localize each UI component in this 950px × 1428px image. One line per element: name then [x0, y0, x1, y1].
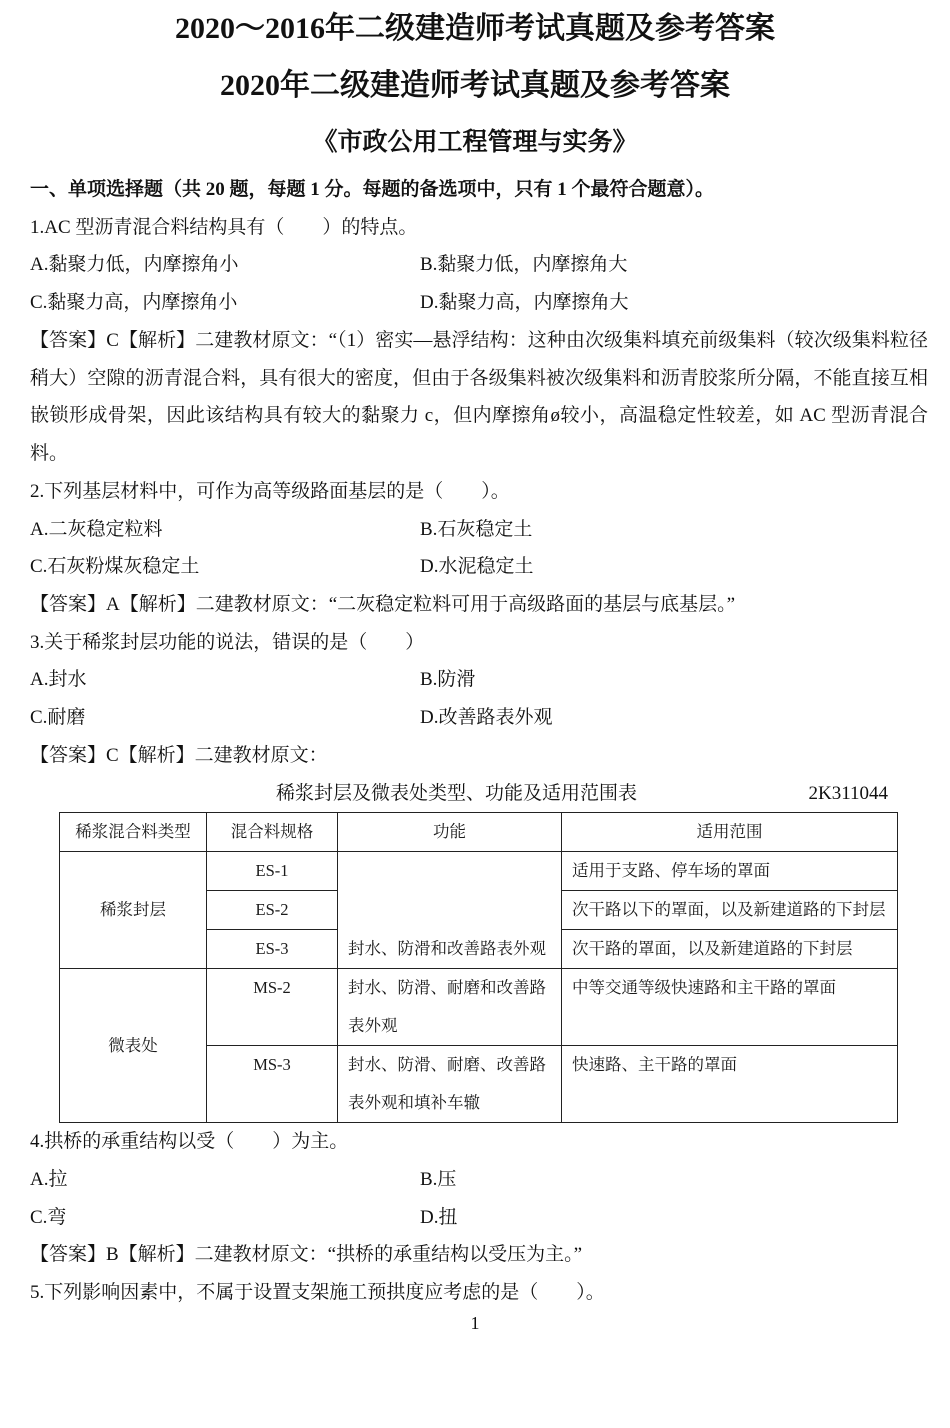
- question-stem: 3.关于稀浆封层功能的说法，错误的是（ ）: [30, 631, 425, 653]
- table-caption-row: [59, 775, 897, 813]
- table-code: 2K311044: [808, 782, 888, 804]
- question-5: [30, 1274, 928, 1312]
- option-c: C.耐磨: [30, 707, 86, 729]
- mixture-type-cell: 微表处: [60, 969, 207, 1123]
- answer-explanation: 【答案】A【解析】二建教材原文：“二灰稳定粒料可用于高级路面的基层与底基层。”: [30, 593, 736, 615]
- table-caption: 稀浆封层及微表处类型、功能及适用范围表: [276, 782, 638, 804]
- spec-cell: MS-2: [207, 969, 338, 1046]
- question-stem: 1.AC 型沥青混合料结构具有（ ）的特点。: [30, 216, 418, 238]
- page-number: 1: [470, 1312, 480, 1333]
- option-b: B.压: [420, 1169, 457, 1190]
- question-3: [30, 624, 928, 1124]
- document-body: [30, 171, 928, 1312]
- table-row: [60, 852, 898, 891]
- question-options: [30, 246, 928, 321]
- scope-cell: 中等交通等级快速路和主干路的罩面: [562, 969, 898, 1046]
- slurry-seal-table: [59, 812, 898, 1123]
- question-1: [30, 209, 928, 473]
- document-title: 2020～2016年二级建造师考试真题及参考答案: [175, 12, 775, 45]
- question-options: [30, 511, 928, 586]
- question-stem: 5.下列影响因素中，不属于设置支架施工预拱度应考虑的是（ ）。: [30, 1282, 605, 1304]
- option-a: A.黏聚力低，内摩擦角小: [30, 254, 239, 276]
- section-heading: 一、单项选择题（共 20 题，每题 1 分。每题的备选项中，只有 1 个最符合题意）。: [30, 179, 715, 200]
- table-header-cell: 混合料规格: [207, 813, 338, 852]
- option-c: C.弯: [30, 1206, 67, 1228]
- question-options: [30, 661, 928, 736]
- option-a: A.二灰稳定粒料: [30, 518, 163, 540]
- function-cell: 封水、防滑、耐磨、改善路表外观和填补车辙: [338, 1046, 562, 1123]
- subject-title: 《市政公用工程管理与实务》: [312, 129, 638, 156]
- answer-explanation: 【答案】B【解析】二建教材原文：“拱桥的承重结构以受压为主。”: [30, 1244, 583, 1266]
- question-2: [30, 473, 928, 624]
- option-a: A.拉: [30, 1169, 68, 1190]
- option-c: C.石灰粉煤灰稳定土: [30, 556, 200, 578]
- question-stem: 2.下列基层材料中，可作为高等级路面基层的是（ ）。: [30, 480, 510, 502]
- function-cell: 封水、防滑、耐磨和改善路表外观: [338, 969, 562, 1046]
- spec-cell: ES-1: [207, 852, 338, 891]
- question-options: [30, 1161, 928, 1236]
- answer-explanation: 【答案】C【解析】二建教材原文：: [30, 744, 328, 766]
- table-header-cell: 稀浆混合料类型: [60, 813, 207, 852]
- option-d: D.水泥稳定土: [420, 556, 534, 578]
- function-cell: 封水、防滑和改善路表外观: [338, 852, 562, 969]
- option-d: D.黏聚力高，内摩擦角大: [420, 292, 629, 314]
- scope-cell: 次干路的罩面，以及新建道路的下封层: [562, 930, 898, 969]
- option-a: A.封水: [30, 669, 87, 691]
- document-subtitle: 2020年二级建造师考试真题及参考答案: [220, 69, 730, 102]
- question-4: [30, 1123, 928, 1274]
- option-d: D.扭: [420, 1206, 458, 1228]
- option-b: B.防滑: [420, 669, 476, 691]
- spec-cell: MS-3: [207, 1046, 338, 1123]
- spec-cell: ES-3: [207, 930, 338, 969]
- option-b: B.石灰稳定土: [420, 518, 533, 540]
- option-b: B.黏聚力低，内摩擦角大: [420, 254, 628, 276]
- scope-cell: 适用于支路、停车场的罩面: [562, 852, 898, 891]
- mixture-type-cell: 稀浆封层: [60, 852, 207, 969]
- answer-explanation: 【答案】C【解析】二建教材原文：“（1）密实—悬浮结构：这种由次级集料填充前级集料（较次级集料粒径稍大）空隙的沥青混合料，具有很大的密度，但由于各级集料被次级集料和沥青胶浆所分隔，不能直接互相嵌锁形成骨架，因此该结构具有较大的黏聚力 c，但内摩擦角ø较小，高温稳定性较差，如 AC 型沥青混合料。: [30, 329, 928, 465]
- table-header-cell: 适用范围: [562, 813, 898, 852]
- scope-cell: 快速路、主干路的罩面: [562, 1046, 898, 1123]
- option-c: C.黏聚力高，内摩擦角小: [30, 292, 238, 314]
- option-d: D.改善路表外观: [420, 707, 553, 729]
- table-header-cell: 功能: [338, 813, 562, 852]
- table-header-row: [60, 813, 898, 852]
- question-stem: 4.拱桥的承重结构以受（ ）为主。: [30, 1131, 349, 1153]
- scope-cell: 次干路以下的罩面，以及新建道路的下封层: [562, 891, 898, 930]
- table-row: [60, 969, 898, 1046]
- spec-cell: ES-2: [207, 891, 338, 930]
